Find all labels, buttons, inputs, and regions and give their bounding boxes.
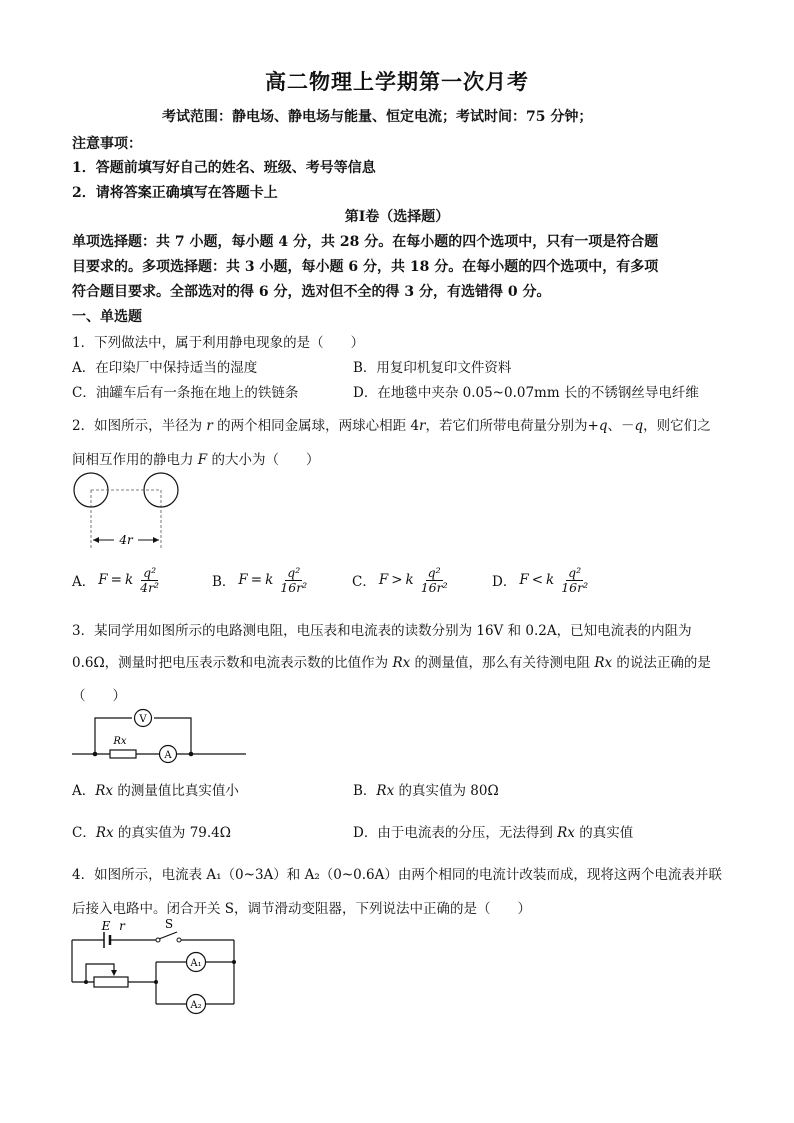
arrow-left-icon xyxy=(93,537,99,543)
question-2-figure xyxy=(66,470,196,552)
distance-label: 4r xyxy=(119,533,133,547)
question-1-option-b: B．用复印机复印文件资料 xyxy=(353,360,512,376)
question-3-option-b: B．Rx 的真实值为 80Ω xyxy=(353,783,499,799)
question-3-stem-line-2: 0.6Ω，测量时把电压表示数和电流表示数的比值作为 Rx 的测量值，那么有关待测电阻 Rx 的说法正确的是 xyxy=(72,655,711,671)
question-1-option-d: D．在地毯中夹杂 0.05~0.07mm 长的不锈钢丝导电纤维 xyxy=(353,385,699,401)
question-3-option-d: D．由于电流表的分压，无法得到 Rx 的真实值 xyxy=(353,825,634,841)
notice-item-2: 2．请将答案正确填写在答题卡上 xyxy=(72,185,278,201)
resistor-rx-label: Rx xyxy=(113,736,127,747)
question-1-option-c: C．油罐车后有一条拖在地上的铁链条 xyxy=(72,385,299,401)
question-2-option-b: B． F = k $\frac{\text{q²}}{\text{16r²}}$ xyxy=(212,565,308,595)
section-instructions-line-2: 目要求的。多项选择题：共 3 小题，每小题 6 分，共 18 分。在每小题的四个选项中，有多项 xyxy=(72,259,659,275)
question-2-option-d: D． F < k $\frac{\text{q²}}{\text{16r²}}$ xyxy=(492,565,589,595)
junction-dot-right xyxy=(232,960,236,964)
question-2-stem-line-2: 间相互作用的静电力 F 的大小为（ ） xyxy=(72,452,320,468)
section-title: 第Ⅰ卷（选择题） xyxy=(344,209,450,225)
junction-dot-left xyxy=(154,980,158,984)
question-1-option-a: A．在印染厂中保持适当的湿度 xyxy=(72,360,258,376)
notice-item-1: 1．答题前填写好自己的姓名、班级、考号等信息 xyxy=(72,160,376,176)
junction-dot-left xyxy=(93,752,98,757)
question-3-stem-line-3: （ ） xyxy=(72,688,126,704)
question-2-option-a: A． F = k $\frac{\text{q²}}{\text{4r²}}$ xyxy=(72,565,160,595)
arrow-right-icon xyxy=(153,537,159,543)
rheostat-junction-dot xyxy=(84,980,88,984)
junction-dot-right xyxy=(189,752,194,757)
ammeter-a2-label: A₂ xyxy=(190,1000,202,1011)
question-3-circuit-figure xyxy=(70,706,250,766)
section-instructions-line-1: 单项选择题：共 7 小题，每小题 4 分，共 28 分。在每小题的四个选项中，只有一项是符合题 xyxy=(72,234,659,250)
switch-contact xyxy=(177,938,181,942)
resistor-rx xyxy=(110,750,136,758)
section-instructions-line-3: 符合题目要求。全部选对的得 6 分，选对但不全的得 3 分，有选错得 0 分。 xyxy=(72,284,551,300)
voltmeter-label: V xyxy=(139,714,147,725)
rheostat-icon xyxy=(94,977,128,987)
emf-label: E xyxy=(101,919,111,933)
notice-title: 注意事项： xyxy=(72,136,142,152)
part-heading: 一、单选题 xyxy=(72,309,142,325)
question-4-stem-line-1: 4．如图所示，电流表 A₁（0~3A）和 A₂（0~0.6A）由两个相同的电流计改装而成，现将这两个电流表并联 xyxy=(72,867,722,883)
question-2-option-c: C． F > k $\frac{\text{q²}}{\text{16r²}}$ xyxy=(352,565,448,595)
question-4-stem-line-2: 后接入电路中。闭合开关 S，调节滑动变阻器，下列说法中正确的是（ ） xyxy=(72,901,532,917)
question-3-option-a: A．Rx 的测量值比真实值小 xyxy=(72,783,239,799)
question-2-stem-line-1: 2．如图所示，半径为 r 的两个相同金属球，两球心相距 4r，若它们所带电荷量分别为+q、－q，则它们之 xyxy=(72,418,711,434)
exam-scope: 考试范围：静电场、静电场与能量、恒定电流；考试时间：75 分钟； xyxy=(162,109,593,125)
question-3-option-c: C．Rx 的真实值为 79.4Ω xyxy=(72,825,231,841)
ammeter-a1-label: A₁ xyxy=(190,958,202,969)
page-title: 高二物理上学期第一次月考 xyxy=(265,69,529,94)
switch-label: S xyxy=(164,918,174,931)
ammeter-label: A xyxy=(164,750,172,761)
internal-resistance-label: r xyxy=(119,919,125,933)
question-4-circuit-figure xyxy=(66,918,246,1022)
switch-lever xyxy=(159,932,177,939)
question-3-stem-line-1: 3．某同学用如图所示的电路测电阻，电压表和电流表的读数分别为 16V 和 0.2A，已知电流表的内阻为 xyxy=(72,623,692,639)
slider-arrow-icon xyxy=(111,970,117,976)
question-1-stem: 1．下列做法中，属于利用静电现象的是（ ） xyxy=(72,335,365,351)
